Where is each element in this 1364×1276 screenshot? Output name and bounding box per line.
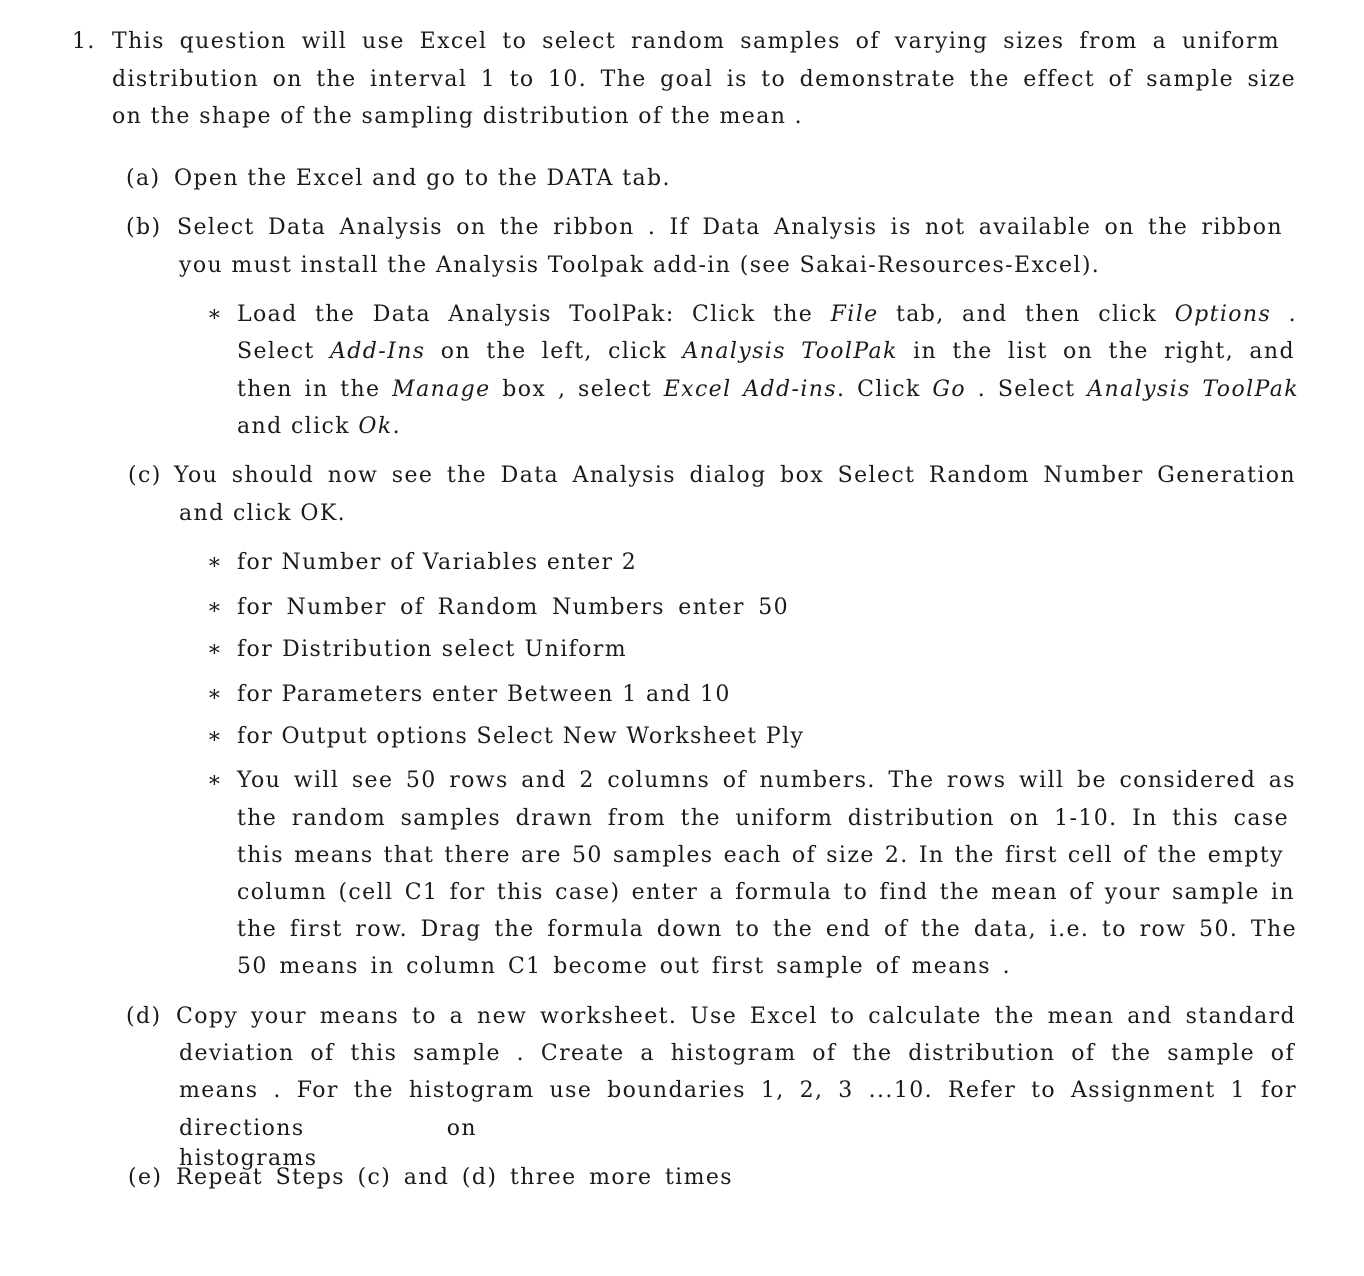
part-a-text: Open the Excel and go to the DATA tab. [174,166,671,191]
bullet-parameters: for Parameters enter Between 1 and 10 [237,682,731,707]
toolpak-line-3: then in the Manage box , select Excel Add-ins. Click Go . Select Analysis ToolPak [237,377,1299,402]
bullet-marker: ∗ [207,302,224,327]
part-d-line-3: means . For the histogram use boundaries 1, 2, 3 ...10. Refer to Assignment 1 for [179,1078,1297,1103]
part-d-line-4: directions on histograms [179,1116,477,1171]
toolpak-line-1: Load the Data Analysis ToolPak: Click the File tab, and then click Options . [237,302,1298,327]
bullet-marker: ∗ [207,724,224,749]
part-d-line-1: Copy your means to a new worksheet. Use Excel to calculate the mean and standard [176,1004,1296,1029]
intro-line-3: on the shape of the sampling distribution of the mean . [112,104,804,129]
part-d-label: (d) [126,1004,162,1029]
bullet-rows-line-2: the random samples drawn from the uniform distribution on 1-10. In this case [237,806,1289,831]
part-a-label: (a) [126,166,161,191]
bullet-rows-line-4: column (cell C1 for this case) enter a formula to find the mean of your sample in [237,880,1295,905]
bullet-rows-line-1: You will see 50 rows and 2 columns of numbers. The rows will be considered as [237,768,1296,793]
part-b-label: (b) [126,215,162,240]
part-c-label: (c) [128,463,162,488]
bullet-variables: for Number of Variables enter 2 [237,550,638,575]
part-b-line-1: Select Data Analysis on the ribbon . If Data Analysis is not available on the ribbon [177,215,1283,240]
part-c-line-1: You should now see the Data Analysis dialog box Select Random Number Generation [174,463,1296,488]
intro-line-2: distribution on the interval 1 to 10. The goal is to demonstrate the effect of sample size [112,67,1296,92]
part-c-line-2: and click OK. [179,501,347,526]
question-number: 1. [72,29,96,54]
part-d-line-2: deviation of this sample . Create a histogram of the distribution of the sample of [179,1041,1295,1066]
toolpak-line-2: Select Add-Ins on the left, click Analysis ToolPak in the list on the right, and [237,339,1295,364]
bullet-rows-line-5: the first row. Drag the formula down to the end of the data, i.e. to row 50. The [237,917,1297,942]
bullet-marker: ∗ [207,595,224,620]
bullet-rows-line-6: 50 means in column C1 become out first sample of means . [237,954,1011,979]
bullet-marker: ∗ [207,550,224,575]
bullet-marker: ∗ [207,768,224,793]
part-e-text: Repeat Steps (c) and (d) three more times [176,1165,733,1190]
bullet-marker: ∗ [207,637,224,662]
intro-line-1: This question will use Excel to select random samples of varying sizes from a uniform [112,29,1280,54]
bullet-marker: ∗ [207,682,224,707]
bullet-rows-line-3: this means that there are 50 samples each of size 2. In the first cell of the empty [237,843,1284,868]
bullet-output: for Output options Select New Worksheet Ply [237,724,805,749]
bullet-distribution: for Distribution select Uniform [237,637,627,662]
part-b-line-2: you must install the Analysis Toolpak add-in (see Sakai-Resources-Excel). [179,253,1101,278]
bullet-random-numbers: for Number of Random Numbers enter 50 [237,595,789,620]
part-e-label: (e) [128,1165,163,1190]
toolpak-line-4: and click Ok. [237,414,401,439]
